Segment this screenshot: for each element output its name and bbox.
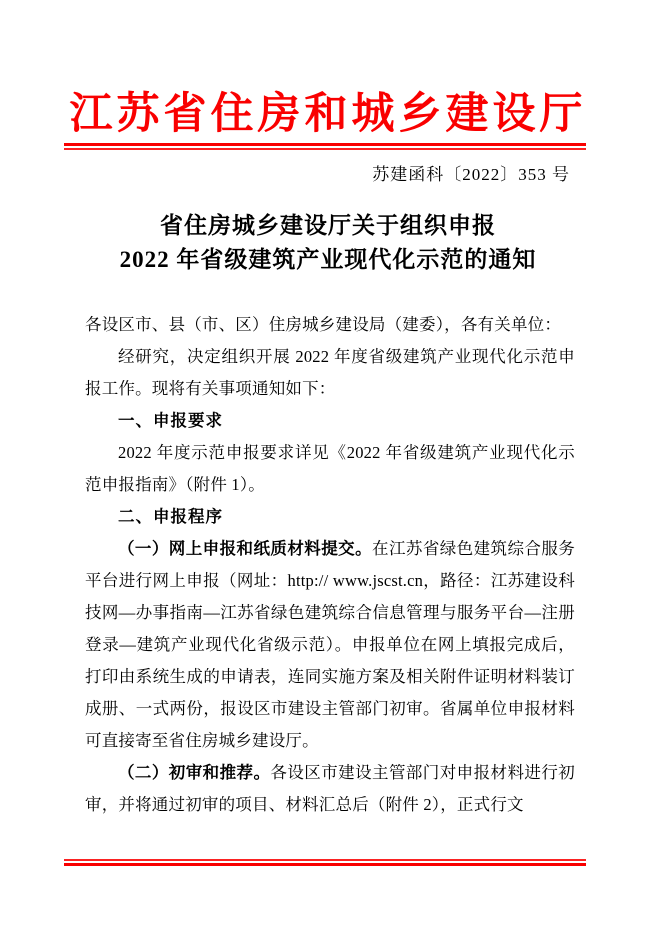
body-paragraph — [85, 341, 575, 405]
letterhead-agency-name: 江苏省住房和城乡建设厅 — [69, 91, 587, 138]
body-paragraph — [85, 757, 575, 821]
document-title — [0, 209, 656, 277]
section-heading — [85, 405, 575, 437]
paragraph-lead: （一）网上申报和纸质材料提交。 — [118, 539, 373, 558]
footer-rule — [64, 859, 586, 866]
document-body — [85, 309, 575, 821]
body-paragraph — [85, 533, 575, 757]
letterhead-rule — [64, 143, 586, 150]
letterhead-rule-thin-bar — [64, 148, 586, 150]
paragraph-text: 2022 年度示范申报要求详见《2022 年省级建筑产业现代化示范申报指南》（附件 1）。 — [85, 443, 575, 494]
footer-rule-thick-bar — [64, 863, 586, 866]
paragraph-text: 各设区市建设主管部门对申报材料进行初审，并将通过初审的项目、材料汇总后（附件 2），正式行文 — [85, 763, 575, 814]
body-paragraph — [85, 437, 575, 501]
document-number: 苏建函科〔2022〕353 号 — [372, 165, 570, 184]
paragraph-text: 在江苏省绿色建筑综合服务平台进行网上申报（网址：http:// www.jscst.cn，路径：江苏建设科技网—办事指南—江苏省绿色建筑综合信息管理与服务平台—注册登录—建筑产业现代化省级示范）。申报单位在网上填报完成后，打印由系统生成的申请表，连同实施方案及相关附件证明材料装订成册、一式两份，报设区市建设主管部门初审。省属单位申报材料可直接寄至省住房城乡建设厅。 — [85, 539, 575, 750]
document-title-line2: 2022 年省级建筑产业现代化示范的通知 — [119, 247, 537, 272]
paragraph-text: 二、申报程序 — [118, 508, 223, 526]
paragraph-text: 一、申报要求 — [118, 412, 223, 430]
paragraph-lead: （二）初审和推荐。 — [118, 763, 271, 782]
document-title-line1: 省住房城乡建设厅关于组织申报 — [160, 213, 496, 238]
section-heading — [85, 501, 575, 533]
salutation: 各设区市、县（市、区）住房城乡建设局（建委），各有关单位： — [85, 315, 562, 334]
paragraph-text: 经研究，决定组织开展 2022 年度省级建筑产业现代化示范申报工作。现将有关事项通知如下： — [85, 347, 575, 398]
